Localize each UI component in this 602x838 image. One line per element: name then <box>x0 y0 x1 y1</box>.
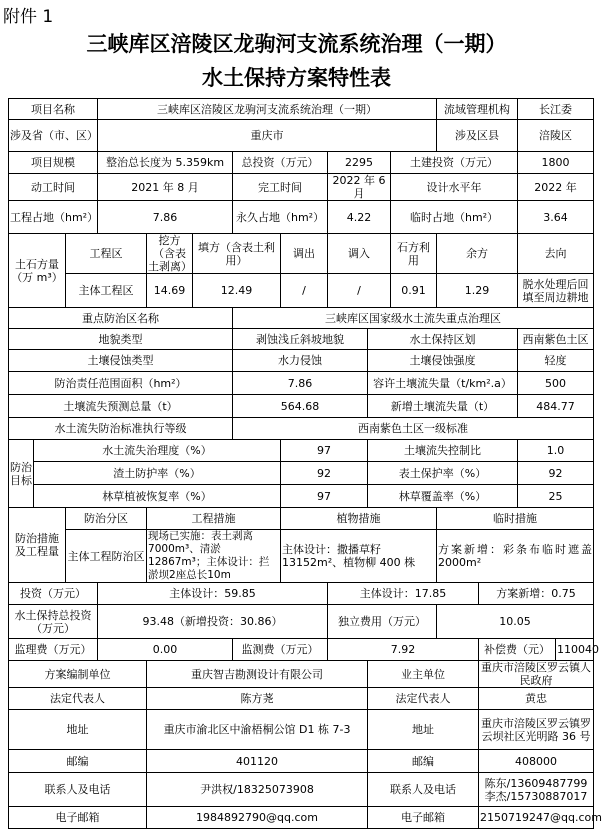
cell-label: 联系人及电话 <box>368 773 479 807</box>
cell-value: 重庆市 <box>98 120 437 152</box>
cell-label: 新增土壤流失量（t） <box>368 395 518 418</box>
cell-value: 97 <box>281 485 368 508</box>
engineering-measures: 现场已实施：表土剥离7000m³、清淤 12867m³；主体设计：拦淤坝2座总长10m <box>147 530 281 583</box>
cell-label: 电子邮箱 <box>9 807 147 829</box>
table-row <box>9 605 594 639</box>
col-header: 调出 <box>281 234 328 274</box>
cell-label: 土壤流失预测总量（t） <box>9 395 233 418</box>
cell-value: 三峡库区国家级水土流失重点治理区 <box>233 308 594 329</box>
table-row <box>9 807 594 829</box>
cell-label: 土壤流失控制比 <box>368 440 518 462</box>
cell-value: 重庆市涪陵区罗云镇人民政府 <box>479 661 594 688</box>
table-row <box>9 418 594 440</box>
table-row <box>9 639 594 661</box>
cell-label: 水土流失治理度（%） <box>34 440 281 462</box>
cell-value: 4.22 <box>328 201 391 234</box>
cell-value <box>479 773 594 807</box>
cell-value: / <box>281 274 328 308</box>
cell-value: 2022 年 6 月 <box>328 174 391 201</box>
table-row <box>9 530 594 583</box>
cell-label: 重点防治区名称 <box>9 308 233 329</box>
table-row <box>9 120 594 152</box>
characteristics-table <box>8 98 602 829</box>
table-row <box>9 329 594 350</box>
cell-value: 西南紫色土区一级标准 <box>233 418 594 440</box>
cell-value: 97 <box>281 440 368 462</box>
cell-label: 动工时间 <box>9 174 98 201</box>
cell-label: 法定代表人 <box>368 688 479 710</box>
targets-label: 防治目标 <box>9 440 34 508</box>
table-row <box>9 440 594 462</box>
cell-value: 0.91 <box>391 274 437 308</box>
table-row <box>9 773 594 807</box>
col-header: 余方 <box>437 234 518 274</box>
cell-label: 投资（万元） <box>9 583 98 605</box>
cell-label: 邮编 <box>368 750 479 773</box>
col-header: 调入 <box>328 234 391 274</box>
table-row <box>9 395 594 418</box>
col-header: 去向 <box>518 234 594 274</box>
table-row <box>9 372 594 395</box>
earthwork-label: 土石方量（万 m³） <box>9 234 66 308</box>
cell-value: 2022 年 <box>518 174 594 201</box>
annex-label: 附件 1 <box>3 7 54 27</box>
cell-label: 业主单位 <box>368 661 479 688</box>
cell-value: 尹洪权/18325073908 <box>147 773 368 807</box>
cell-value: 0.00 <box>98 639 233 661</box>
cell-label: 方案编制单位 <box>9 661 147 688</box>
cell-label: 地址 <box>368 710 479 750</box>
cell-value: 408000 <box>479 750 594 773</box>
cell-label: 林草覆盖率（%） <box>368 485 518 508</box>
contact-line: 李杰/15730887017 <box>484 789 588 803</box>
cell-label: 水土保持总投资（万元） <box>9 605 98 639</box>
table-row <box>9 99 594 120</box>
cell-label: 主体工程防治区 <box>66 530 147 583</box>
table-row <box>9 274 594 308</box>
cell-value: 7.86 <box>98 201 233 234</box>
cell-label: 表土保护率（%） <box>368 462 518 485</box>
table-row <box>9 750 594 773</box>
plant-measures: 主体设计：撒播草籽 13152m²、植物柳 400 株 <box>281 530 437 583</box>
cell-value: 25 <box>518 485 594 508</box>
table-row <box>9 508 594 530</box>
table-row <box>9 583 594 605</box>
cell-value: 长江委 <box>518 99 594 120</box>
cell-value: 整治总长度为 5.359km <box>98 152 233 174</box>
cell-value: 564.68 <box>233 395 368 418</box>
cell-label: 设计水平年 <box>391 174 518 201</box>
cell-value: 1984892790@qq.com <box>147 807 368 829</box>
cell-label: 联系人及电话 <box>9 773 147 807</box>
cell-label: 电子邮箱 <box>368 807 479 829</box>
cell-value: 1.0 <box>518 440 594 462</box>
table-row <box>9 234 594 274</box>
document-subtitle: 水土保持方案特性表 <box>202 66 391 90</box>
cell-label: 补偿费（元） <box>479 639 556 661</box>
table-row <box>9 485 594 508</box>
cell-label: 涉及省（市、区） <box>9 120 98 152</box>
cell-label: 流域管理机构 <box>437 99 518 120</box>
table-row <box>9 308 594 329</box>
cell-value: 2295 <box>328 152 391 174</box>
cell-value: 10.05 <box>437 605 594 639</box>
cell-value: 7.92 <box>328 639 479 661</box>
document-title: 三峡库区涪陵区龙驹河支流系统治理（一期） <box>86 32 507 56</box>
col-header: 工程区 <box>66 234 147 274</box>
table-row <box>9 350 594 372</box>
col-header: 挖方（含表土剥离） <box>148 234 193 273</box>
cell-value: 主体工程区 <box>66 274 147 308</box>
cell-label: 项目规模 <box>9 152 98 174</box>
cell-label: 土壤侵蚀类型 <box>9 350 233 372</box>
table-row <box>9 710 594 750</box>
cell-label: 工程占地（hm²） <box>9 201 98 234</box>
cell-value: 重庆智吉勘测设计有限公司 <box>147 661 368 688</box>
cell-value: 西南紫色土区 <box>518 329 594 350</box>
cell-value: 1800 <box>518 152 594 174</box>
cell-value: 110040 <box>556 639 594 661</box>
table-row <box>9 152 594 174</box>
contact-line: 陈东/13609487799 <box>484 776 588 790</box>
table-row <box>9 661 594 688</box>
cell-label: 渣土防护率（%） <box>34 462 281 485</box>
col-header: 填方（含表土利用） <box>193 234 281 274</box>
cell-value: 主体设计：17.85 <box>328 583 479 605</box>
cell-value: 涪陵区 <box>518 120 594 152</box>
cell-value: 黄忠 <box>479 688 594 710</box>
col-header: 临时措施 <box>437 508 594 530</box>
cell-value: 14.69 <box>147 274 193 308</box>
cell-label: 土建投资（万元） <box>391 152 518 174</box>
table-row <box>9 201 594 234</box>
cell-label: 涉及区县 <box>437 120 518 152</box>
cell-label: 完工时间 <box>233 174 328 201</box>
cell-label: 水土保持区划 <box>368 329 518 350</box>
cell-label: 临时占地（hm²） <box>391 201 518 234</box>
cell-label: 监理费（万元） <box>9 639 98 661</box>
cell-label: 法定代表人 <box>9 688 147 710</box>
cell-value: 12.49 <box>193 274 281 308</box>
cell-value: 3.64 <box>518 201 594 234</box>
cell-value: 脱水处理后回填至周边耕地 <box>518 274 594 308</box>
cell-label: 监测费（万元） <box>233 639 328 661</box>
cell-label: 地址 <box>9 710 147 750</box>
cell-label: 水土流失防治标准执行等级 <box>9 418 233 440</box>
cell-label: 独立费用（万元） <box>328 605 437 639</box>
cell-label: 林草植被恢复率（%） <box>34 485 281 508</box>
cell-value: / <box>328 274 391 308</box>
cell-value: 方案新增：0.75 <box>479 583 594 605</box>
cell-value: 484.77 <box>518 395 594 418</box>
cell-value: 轻度 <box>518 350 594 372</box>
project-name: 三峡库区涪陵区龙驹河支流系统治理（一期） <box>98 99 437 120</box>
col-header: 植物措施 <box>281 508 437 530</box>
measures-label: 防治措施及工程量 <box>9 508 66 583</box>
col-header: 工程措施 <box>147 508 281 530</box>
table-row <box>9 174 594 201</box>
table-row <box>9 462 594 485</box>
cell-value: 92 <box>281 462 368 485</box>
cell-value: 2021 年 8 月 <box>98 174 233 201</box>
cell-label: 土壤侵蚀强度 <box>368 350 518 372</box>
cell-value: 1.29 <box>437 274 518 308</box>
cell-value: 7.86 <box>233 372 368 395</box>
cell-label: 邮编 <box>9 750 147 773</box>
cell-value: 重庆市渝北区中渝梧桐公馆 D1 栋 7-3 <box>147 710 368 750</box>
cell-value: 重庆市涪陵区罗云镇罗云坝社区光明路 36 号 <box>479 710 594 750</box>
cell-value: 水力侵蚀 <box>233 350 368 372</box>
cell-label: 容许土壤流失量（t/km².a） <box>368 372 518 395</box>
cell-label: 永久占地（hm²） <box>233 201 328 234</box>
cell-value: 401120 <box>147 750 368 773</box>
cell-value: 剥蚀浅丘斜坡地貌 <box>233 329 368 350</box>
temporary-measures: 方案新增：彩条布临时遮盖2000m² <box>437 530 594 583</box>
cell-label: 总投资（万元） <box>233 152 328 174</box>
cell-value: 93.48（新增投资：30.86） <box>98 605 328 639</box>
cell-value: 主体设计：59.85 <box>98 583 328 605</box>
cell-value: 陈方荛 <box>147 688 368 710</box>
cell-label: 地貌类型 <box>9 329 233 350</box>
table-row <box>9 688 594 710</box>
col-header: 石方利用 <box>391 234 437 274</box>
col-header: 防治分区 <box>66 508 147 530</box>
cell-label: 项目名称 <box>9 99 98 120</box>
cell-value: 92 <box>518 462 594 485</box>
cell-label: 防治责任范围面积（hm²） <box>9 372 233 395</box>
cell-value: 2150719247@qq.com <box>479 807 594 829</box>
cell-value: 500 <box>518 372 594 395</box>
